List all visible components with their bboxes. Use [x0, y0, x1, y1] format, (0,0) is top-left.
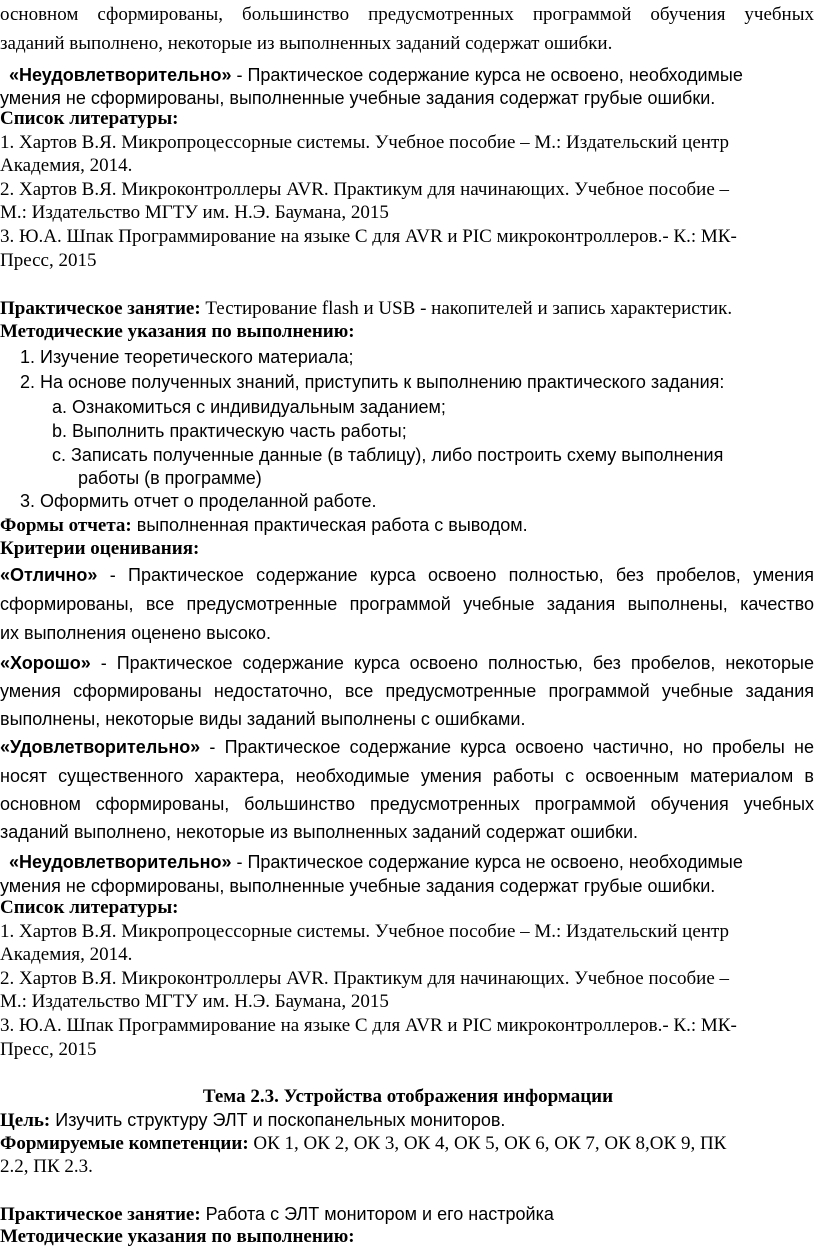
text-line: заданий выполнено, некоторые из выполненных заданий содержат ошибки. — [0, 822, 639, 842]
text-line: основном сформированы, большинство предусмотренных программой обучения учебных — [0, 794, 814, 814]
reference-item: Пресс, 2015 — [0, 250, 97, 271]
reference-item: 1. Хартов В.Я. Микропроцессорные системы. Учебное пособие – М.: Издательский центр — [0, 132, 729, 153]
competencies-line — [0, 1132, 726, 1156]
criterion-text: - Практическое содержание курса освоено полностью, без пробелов, некоторые — [90, 653, 814, 673]
criterion-unsatisfactory — [0, 850, 743, 874]
practice-line — [0, 1202, 554, 1227]
criterion-satisfactory — [0, 735, 814, 759]
reference-item: 3. Ю.А. Шпак Программирование на языке С для AVR и PIC микроконтроллеров.- К.: МК- — [0, 226, 737, 247]
competencies-label: Формируемые компетенции: — [0, 1133, 249, 1154]
criterion-label: «Хорошо» — [0, 653, 91, 673]
list-item: работы (в программе) — [78, 468, 262, 488]
criterion-label: «Неудовлетворительно» — [9, 65, 232, 85]
text-line: основном сформированы, большинство предусмотренных программой обучения учебных — [0, 4, 814, 25]
text-line: умения сформированы недостаточно, все предусмотренные программой учебные задания — [0, 681, 814, 701]
text-line: заданий выполнено, некоторые из выполненных заданий содержат ошибки. — [0, 33, 613, 54]
list-item: 2. На основе полученных знаний, приступить к выполнению практического задания: — [20, 372, 725, 392]
practice-text: Тестирование flash и USB - накопителей и запись характеристик. — [200, 298, 733, 319]
list-item: c. Записать полученные данные (в таблицу), либо построить схему выполнения — [52, 445, 724, 465]
criterion-text: - Практическое содержание курса не освоено, необходимые — [231, 852, 743, 872]
competencies-text: ОК 1, ОК 2, ОК 3, ОК 4, ОК 5, ОК 6, ОК 7, ОК 8,ОК 9, ПК — [248, 1133, 727, 1154]
report-forms-label: Формы отчета: — [0, 515, 132, 536]
reference-item: Пресс, 2015 — [0, 1039, 97, 1060]
report-forms-line — [0, 513, 528, 538]
section-heading: Список литературы: — [0, 897, 179, 918]
text-line: 2.2, ПК 2.3. — [0, 1156, 93, 1177]
section-heading: Критерии оценивания: — [0, 538, 200, 559]
criterion-label: «Неудовлетворительно» — [9, 852, 232, 872]
reference-item: М.: Издательство МГТУ им. Н.Э. Баумана, 2015 — [0, 991, 389, 1012]
list-item: 1. Изучение теоретического материала; — [20, 347, 354, 367]
goal-label: Цель: — [0, 1110, 51, 1131]
report-forms-text: выполненная практическая работа с выводом. — [131, 515, 528, 535]
reference-item: Академия, 2014. — [0, 155, 133, 176]
text-line: их выполнения оценено высоко. — [0, 623, 271, 643]
reference-item: 1. Хартов В.Я. Микропроцессорные системы. Учебное пособие – М.: Издательский центр — [0, 921, 729, 942]
reference-item: Академия, 2014. — [0, 944, 133, 965]
criterion-excellent — [0, 563, 814, 587]
criterion-label: «Отлично» — [0, 565, 98, 585]
goal-line — [0, 1108, 505, 1133]
practice-text: Работа с ЭЛТ монитором и его настройка — [200, 1204, 554, 1224]
list-item: a. Ознакомиться с индивидуальным заданием; — [52, 397, 446, 417]
topic-title: Тема 2.3. Устройства отображения информации — [202, 1086, 614, 1107]
section-heading: Методические указания по выполнению: — [0, 321, 355, 342]
reference-item: 2. Хартов В.Я. Микроконтроллеры AVR. Практикум для начинающих. Учебное пособие – — [0, 179, 730, 200]
criterion-good — [0, 651, 814, 675]
text-line: умения не сформированы, выполненные учебные задания содержат грубые ошибки. — [0, 876, 716, 896]
practice-label: Практическое занятие: — [0, 1204, 201, 1225]
reference-item: М.: Издательство МГТУ им. Н.Э. Баумана, 2015 — [0, 202, 389, 223]
text-line: сформированы, все предусмотренные программой учебные задания выполнены, качество — [0, 594, 814, 614]
section-heading: Список литературы: — [0, 108, 179, 129]
text-line: умения не сформированы, выполненные учебные задания содержат грубые ошибки. — [0, 88, 716, 108]
criterion-label: «Удовлетворительно» — [0, 737, 201, 757]
list-item: b. Выполнить практическую часть работы; — [52, 421, 407, 441]
reference-item: 2. Хартов В.Я. Микроконтроллеры AVR. Практикум для начинающих. Учебное пособие – — [0, 968, 730, 989]
list-item: 3. Оформить отчет о проделанной работе. — [20, 491, 377, 511]
criterion-unsatisfactory — [0, 63, 743, 87]
goal-text: Изучить структуру ЭЛТ и поскопанельных мониторов. — [50, 1110, 506, 1130]
criterion-text: - Практическое содержание курса освоено полностью, без пробелов, умения — [97, 565, 814, 585]
text-line: носят существенного характера, необходимые умения работы с освоенным материалом в — [0, 766, 814, 786]
practice-label: Практическое занятие: — [0, 298, 201, 319]
criterion-text: - Практическое содержание курса не освоено, необходимые — [231, 65, 743, 85]
criterion-text: - Практическое содержание курса освоено частично, но пробелы не — [200, 737, 814, 757]
text-line: выполнены, некоторые виды заданий выполнены с ошибками. — [0, 709, 526, 729]
reference-item: 3. Ю.А. Шпак Программирование на языке С для AVR и PIC микроконтроллеров.- К.: МК- — [0, 1015, 737, 1036]
section-heading: Методические указания по выполнению: — [0, 1226, 355, 1247]
practice-line — [0, 297, 732, 321]
